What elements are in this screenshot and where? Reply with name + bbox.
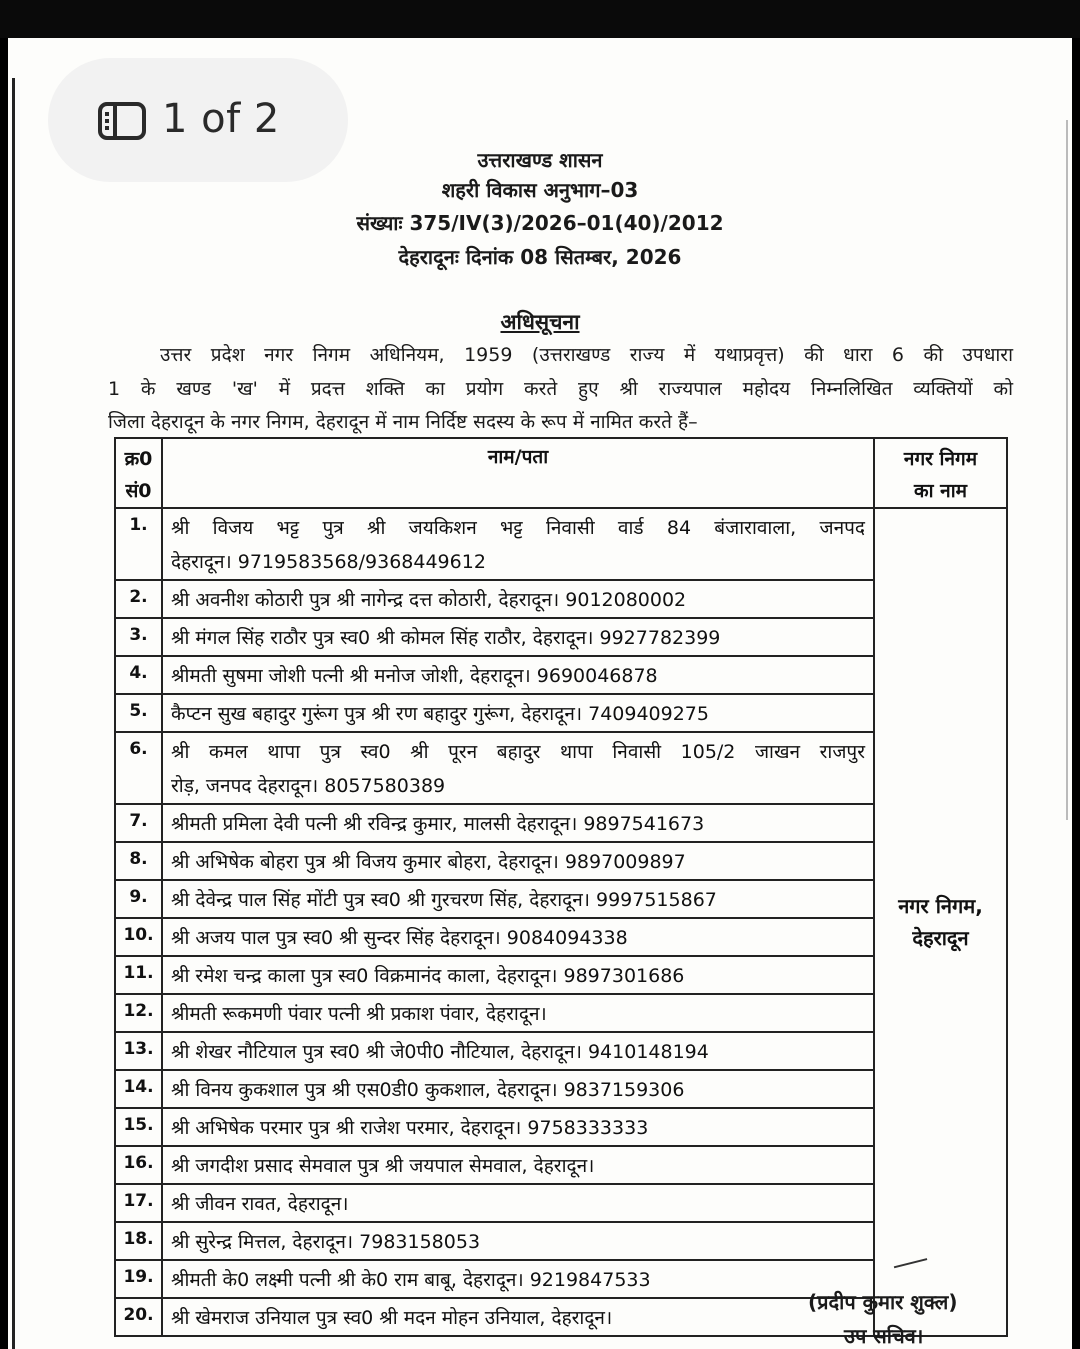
row-line-1: श्री अभिषेक बोहरा पुत्र श्री विजय कुमार बोहरा, देहरादून। 9897009897 — [171, 851, 686, 873]
row-name-address — [162, 956, 874, 994]
row-name-address — [162, 694, 874, 732]
row-line-1: श्री जीवन रावत, देहरादून। — [171, 1193, 349, 1215]
row-serial: 18. — [115, 1222, 162, 1260]
row-serial: 1. — [115, 508, 162, 580]
row-line-1: श्री विनय कुकशाल पुत्र श्री एस0डी0 कुकशाल, देहरादून। 9837159306 — [171, 1079, 685, 1101]
row-name-address — [162, 804, 874, 842]
row-line-1: कैप्टन सुख बहादुर गुरूंग पुत्र श्री रण बहादुर गुरूंग, देहरादून। 7409409275 — [171, 703, 709, 725]
corporation-name-cell: नगर निगम, देहरादून — [874, 508, 1007, 1336]
notification-title: अधिसूचना — [500, 310, 580, 334]
row-name-address — [162, 1146, 874, 1184]
row-name-address — [162, 1260, 874, 1298]
row-name-address — [162, 1222, 874, 1260]
table-row — [115, 880, 1007, 918]
reference-number: संख्याः 375/IV(3)/2026–01(40)/2012 — [356, 211, 724, 235]
members-table — [114, 437, 1008, 1337]
table-row — [115, 1108, 1007, 1146]
row-line-1: श्रीमती के0 लक्ष्मी पत्नी श्री के0 राम बाबू, देहरादून। 9219847533 — [171, 1269, 651, 1291]
row-line-1: श्री कमल थापा पुत्र स्व0 श्री पूरन बहादुर थापा निवासी 105/2 जाखन राजपुर — [171, 741, 865, 763]
table-row — [115, 732, 1007, 804]
table-row — [115, 580, 1007, 618]
row-line-1: श्री मंगल सिंह राठौर पुत्र स्व0 श्री कोमल सिंह राठौर, देहरादून। 9927782399 — [171, 627, 721, 649]
page-list-icon[interactable] — [98, 102, 146, 140]
body-paragraph-line-3: जिला देहरादून के नगर निगम, देहरादून में नाम निर्दिष्ट सदस्य के रूप में नामित करते हैं– — [108, 411, 698, 433]
table-row — [115, 918, 1007, 956]
row-name-address — [162, 918, 874, 956]
table-row — [115, 618, 1007, 656]
government-name: उत्तराखण्ड शासन — [477, 148, 603, 172]
row-serial: 20. — [115, 1298, 162, 1336]
row-name-address — [162, 656, 874, 694]
row-serial: 9. — [115, 880, 162, 918]
row-line-1: श्रीमती सुषमा जोशी पत्नी श्री मनोज जोशी, देहरादून। 9690046878 — [171, 665, 658, 687]
table-row — [115, 508, 1007, 580]
row-serial: 15. — [115, 1108, 162, 1146]
row-serial: 6. — [115, 732, 162, 804]
row-line-1: श्री रमेश चन्द्र काला पुत्र स्व0 विक्रमानंद काला, देहरादून। 9897301686 — [171, 965, 685, 987]
row-serial: 2. — [115, 580, 162, 618]
row-line-1: श्री खेमराज उनियाल पुत्र स्व0 श्री मदन मोहन उनियाल, देहरादून। — [171, 1307, 613, 1329]
row-line-2: देहरादून। 9719583568/9368449612 — [171, 551, 486, 573]
table-row — [115, 656, 1007, 694]
table-row — [115, 804, 1007, 842]
body-paragraph-line-1: उत्तर प्रदेश नगर निगम अधिनियम, 1959 (उत्तराखण्ड राज्य में यथाप्रवृत्त) की धारा 6 की उपधारा — [160, 344, 1013, 366]
department-name: शहरी विकास अनुभाग–03 — [441, 178, 639, 202]
row-serial: 4. — [115, 656, 162, 694]
row-serial: 10. — [115, 918, 162, 956]
table-row — [115, 842, 1007, 880]
table-row — [115, 1032, 1007, 1070]
row-name-address — [162, 880, 874, 918]
table-body — [115, 508, 1007, 1336]
row-serial: 12. — [115, 994, 162, 1032]
row-name-address — [162, 732, 874, 804]
header-serial: क्र0 सं0 — [115, 438, 162, 508]
table-row — [115, 1070, 1007, 1108]
row-line-1: श्री सुरेन्द्र मित्तल, देहरादून। 7983158053 — [171, 1231, 481, 1253]
row-line-1: श्री देवेन्द्र पाल सिंह मोंटी पुत्र स्व0 श्री गुरचरण सिंह, देहरादून। 9997515867 — [171, 889, 717, 911]
row-serial: 14. — [115, 1070, 162, 1108]
signatory-name: (प्रदीप कुमार शुक्ल) — [808, 1290, 958, 1314]
row-name-address — [162, 580, 874, 618]
row-line-1: श्री जगदीश प्रसाद सेमवाल पुत्र श्री जयपाल सेमवाल, देहरादून। — [171, 1155, 595, 1177]
row-serial: 19. — [115, 1260, 162, 1298]
signatory-designation: उप सचिव। — [844, 1324, 924, 1348]
table-row — [115, 1184, 1007, 1222]
row-line-1: श्री अवनीश कोठारी पुत्र श्री नागेन्द्र दत्त कोठारी, देहरादून। 9012080002 — [171, 589, 687, 611]
row-serial: 13. — [115, 1032, 162, 1070]
row-line-2: रोड़, जनपद देहरादून। 8057580389 — [171, 775, 446, 797]
header-name-address: नाम/पता — [162, 438, 874, 508]
header-corporation: नगर निगम का नाम — [874, 438, 1007, 508]
page-indicator-text: 1 of 2 — [162, 96, 280, 142]
row-serial: 16. — [115, 1146, 162, 1184]
row-name-address — [162, 1070, 874, 1108]
table-row — [115, 1222, 1007, 1260]
place-date: देहरादूनः दिनांक 08 सितम्बर, 2026 — [398, 245, 682, 269]
row-line-1: श्री शेखर नौटियाल पुत्र स्व0 श्री जे0पी0 नौटियाल, देहरादून। 9410148194 — [171, 1041, 709, 1063]
row-name-address — [162, 1298, 874, 1336]
table-row — [115, 956, 1007, 994]
table-row — [115, 1146, 1007, 1184]
body-paragraph-line-2: 1 के खण्ड 'ख' में प्रदत्त शक्ति का प्रयोग करते हुए श्री राज्यपाल महोदय निम्नलिखित व्यक्तियों को — [108, 378, 1013, 400]
row-name-address — [162, 508, 874, 580]
row-serial: 7. — [115, 804, 162, 842]
row-line-1: श्री अभिषेक परमार पुत्र श्री राजेश परमार, देहरादून। 9758333333 — [171, 1117, 649, 1139]
table-row — [115, 994, 1007, 1032]
row-line-1: श्री विजय भट्ट पुत्र श्री जयकिशन भट्ट निवासी वार्ड 84 बंजारावाला, जनपद — [171, 517, 865, 539]
row-serial: 8. — [115, 842, 162, 880]
row-serial: 17. — [115, 1184, 162, 1222]
row-line-1: श्री अजय पाल पुत्र स्व0 श्री सुन्दर सिंह देहरादून। 9084094338 — [171, 927, 628, 949]
row-line-1: श्रीमती प्रमिला देवी पत्नी श्री रविन्द्र कुमार, मालसी देहरादून। 9897541673 — [171, 813, 705, 835]
row-name-address — [162, 1032, 874, 1070]
row-serial: 3. — [115, 618, 162, 656]
table-row — [115, 694, 1007, 732]
row-name-address — [162, 1184, 874, 1222]
row-name-address — [162, 1108, 874, 1146]
row-serial: 11. — [115, 956, 162, 994]
row-serial: 5. — [115, 694, 162, 732]
viewer-top-bar — [0, 0, 1080, 38]
row-name-address — [162, 618, 874, 656]
row-name-address — [162, 994, 874, 1032]
table-header-row — [115, 438, 1007, 508]
row-name-address — [162, 842, 874, 880]
row-line-1: श्रीमती रूकमणी पंवार पत्नी श्री प्रकाश पंवार, देहरादून। — [171, 1003, 547, 1025]
